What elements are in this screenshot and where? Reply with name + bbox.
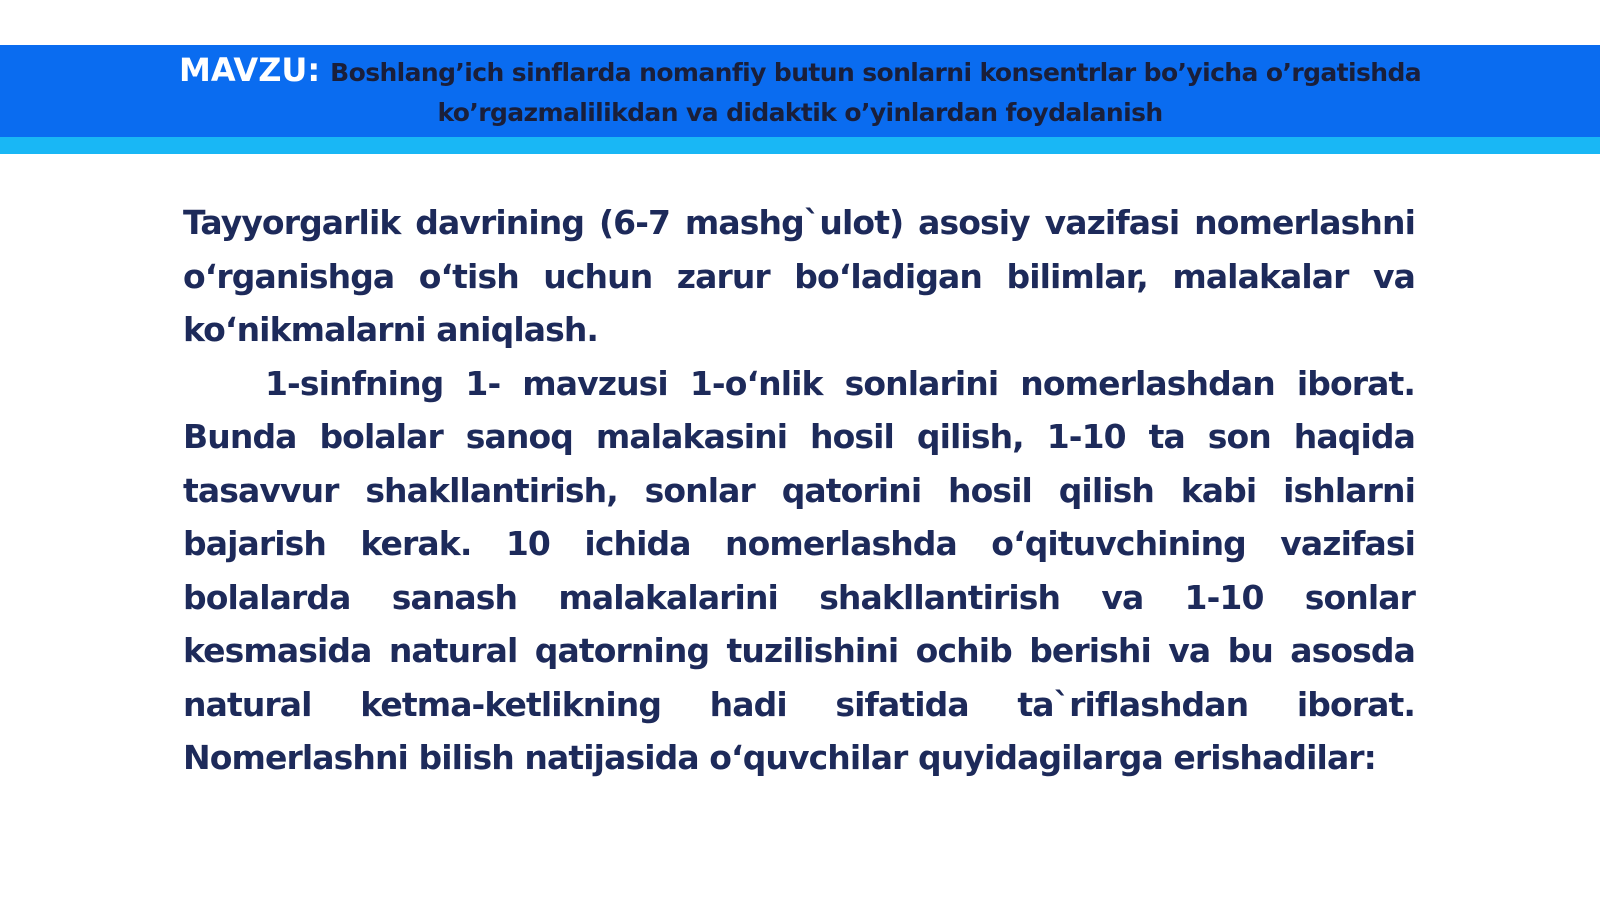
title-line-1 [179, 50, 1421, 93]
body-text [183, 196, 1415, 785]
paragraph-1: Tayyorgarlik davrining (6-7 mashg`ulot) asosiy vazifasi nomerlashni o‘rganishga o‘tish uchun zarur bo‘ladigan bilimlar, malakalar va ko‘nikmalarni aniqlash. [183, 203, 1415, 349]
topic-label: MAVZU: [178, 50, 321, 89]
header-underline [0, 137, 1600, 154]
paragraph-2: 1-sinfning 1- mavzusi 1-o‘nlik sonlarini nomerlashdan iborat. Bunda bolalar sanoq malakasini hosil qilish, 1-10 ta son haqida tasavvur shakllantirish, sonlar qatorini hosil qilish kabi ishlarni bajarish kerak. 10 ichida nomerlashda o‘qituvchining vazifasi bolalarda sanash malakalarini shakllantirish va 1-10 sonlar kesmasida natural qatorning tuzilishini ochib berishi va bu asosda natural ketma-ketlikning hadi sifatida ta`riflashdan iborat. Nomerlashni bilish natijasida o‘quvchilar quyidagilarga erishadilar: [183, 363, 1415, 777]
title-line-2: ko’rgazmalilikdan va didaktik o’yinlardan foydalanish [437, 97, 1163, 127]
title-text-1: Boshlang’ich sinflarda nomanfiy butun sonlarni konsentrlar bo’yicha o’rgatishda [330, 57, 1422, 87]
slide-title [178, 45, 1422, 137]
